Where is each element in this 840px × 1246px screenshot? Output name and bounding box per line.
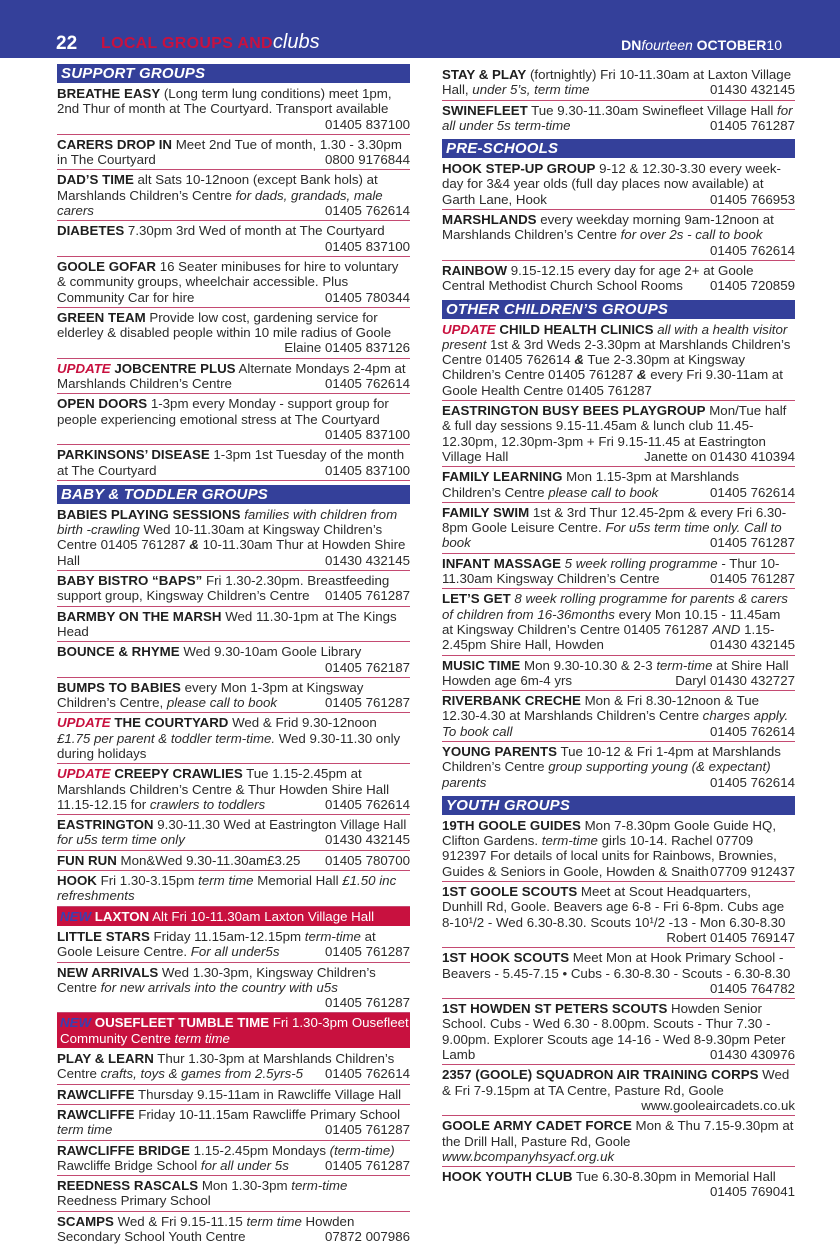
listing-entry: [57, 1049, 410, 1085]
listing-contact: 01405 780700: [324, 852, 410, 868]
listing-name: CARERS DROP IN: [57, 136, 173, 152]
listing-entry: [57, 445, 410, 481]
listing-entry: [57, 571, 410, 607]
section-heading: SUPPORT GROUPS: [57, 64, 410, 83]
listing-name: GOOLE GOFAR: [57, 258, 156, 274]
listing-text: (fortnightly) Fri 10-11.30am at Laxton Village Hall,: [442, 67, 792, 98]
listing-text: Wed 10-11.30am at Kingsway Children’s Centre 01405 761287: [57, 522, 383, 553]
listing-entry: [57, 170, 410, 221]
listing-contact: 01405 762614: [709, 723, 795, 739]
listing-name: RIVERBANK CRECHE: [442, 693, 581, 709]
listing-text: 7.30pm 3rd Wed of month at The Courtyard: [124, 223, 385, 239]
listing-entry: [57, 907, 410, 926]
listing-text: Meet Mon at Hook Primary School - Beavers - 5.45-7.15 • Cubs - 6.30-8.30 - Scouts - 6.30-8.30: [442, 950, 791, 981]
listing-entry: [442, 1065, 795, 1116]
listing-text: Mon/Tue half & full day sessions 9.15-11.45am & lunch club 11.45-12.30pm, 12.30pm-3pm + Fri 9.15-11.45 at Eastrington Village Hall: [442, 403, 787, 464]
listing-contact: 01405 762614: [709, 774, 795, 790]
update-tag: UPDATE: [57, 766, 111, 782]
listing-name: HOOK: [57, 873, 97, 889]
listing-text: Fri 1.30-3.15pm: [96, 873, 199, 889]
listing-text: Wed 9.30-10am Goole Library: [179, 644, 362, 660]
listing-contact: 01430 432145: [709, 82, 795, 98]
listing-text: Mon 1.30-3pm: [198, 1178, 292, 1194]
listing-name: SWINEFLEET: [442, 102, 528, 118]
update-tag: UPDATE: [57, 715, 111, 731]
listing-text: Tue 1.15-2.45pm at Marshlands Children’s Centre & Thur Howden Shire Hall 11.15-12.15 for: [57, 766, 390, 812]
listing-entry: [442, 503, 795, 554]
listing-entry: [442, 554, 795, 590]
listing-entry: [57, 505, 410, 571]
listing-note: for new arrivals into the country with u5s: [100, 979, 338, 995]
listing-entry: [57, 1141, 410, 1177]
right-column: [442, 65, 795, 1202]
listing-name: RAWCLIFFE BRIDGE: [57, 1142, 190, 1158]
listing-note: term-time: [656, 657, 713, 673]
new-tag: NEW: [60, 1015, 92, 1031]
listing-name: BREATHE EASY: [57, 86, 161, 101]
listing-note: 8 week rolling programme for parents & carers of children from 16-36months: [442, 591, 788, 622]
listing-entry: [57, 678, 410, 714]
listing-contact: 01405 764782: [709, 980, 795, 996]
listing-name: PARKINSONS’ DISEASE: [57, 447, 210, 463]
listing-entry: [57, 257, 410, 308]
listing-name: DAD’S TIME: [57, 172, 134, 188]
listing-entry: [442, 101, 795, 136]
listing-name: YOUNG PARENTS: [442, 743, 558, 759]
listing-name: THE COURTYARD: [110, 715, 229, 731]
listing-text: 1st & 3rd Thur 12.45-2pm & every Fri 6.30-8pm Goole Leisure Centre.: [442, 504, 787, 536]
listing-contact: Elaine 01405 837126: [284, 340, 410, 356]
listing-entry: [442, 1167, 795, 1202]
listing-name: RAWCLIFFE: [57, 1086, 135, 1102]
listing-contact: 01405 761287: [324, 1157, 410, 1173]
listing-name: LAXTON: [91, 908, 150, 924]
listing-note: term time: [246, 1213, 302, 1229]
listing-name: LITTLE STARS: [57, 928, 150, 944]
update-tag: UPDATE: [442, 321, 496, 337]
listing-text: - Thur 10-11.30am Kingsway Children’s Centre: [442, 555, 780, 587]
listing-contact: 01430 432145: [709, 637, 795, 653]
listing-name: 2357 (GOOLE) SQUADRON AIR TRAINING CORPS: [442, 1067, 759, 1083]
listing-name: FUN RUN: [57, 852, 117, 868]
listing-text: Wed & Frid 9.30-12noon: [228, 715, 377, 731]
listing-contact: 0800 9176844: [324, 152, 410, 168]
listing-contact: 01405 837100: [324, 238, 410, 254]
listing-contact: 01405 761287: [709, 535, 795, 551]
listing-text: Friday 11.15am-12.15pm: [149, 928, 305, 944]
section-title-main: LOCAL GROUPS AND: [101, 35, 273, 52]
listing-entry: [442, 999, 795, 1065]
listing-note: 5 week rolling programme: [560, 555, 718, 571]
listing-name: LET’S GET: [442, 591, 511, 607]
listing-text: Fri 1.30-2.30pm. Breastfeeding support group, Kingsway Children’s Centre: [57, 573, 390, 604]
listing-note: for all under 5s: [200, 1157, 289, 1173]
listing-note: term time: [198, 873, 254, 889]
listing-name: MUSIC TIME: [442, 657, 521, 673]
listing-text: Mon & Fri 8.30-12noon & Tue 12.30-4.30 at Marshlands Children’s Centre: [442, 693, 760, 724]
listing-note: charges apply. To book call: [442, 708, 789, 739]
issue-label: [621, 37, 782, 53]
listing-entry: [442, 948, 795, 999]
listing-note: families with children from birth -crawling: [57, 506, 398, 538]
listing-entry: [57, 642, 410, 678]
listing-contact: 01405 761287: [709, 571, 795, 587]
listing-name: EASTRINGTON BUSY BEES PLAYGROUP: [442, 403, 706, 419]
listing-entry: [442, 159, 795, 210]
listing-note: crafts, toys & games from 2.5yrs-5: [100, 1066, 304, 1082]
listing-name: HOOK YOUTH CLUB: [442, 1169, 573, 1185]
listing-name: JOBCENTRE PLUS: [110, 360, 236, 376]
listing-name: FAMILY LEARNING: [442, 469, 563, 485]
listing-entry: [57, 764, 410, 815]
listing-contact: 01405 761287: [324, 588, 410, 604]
listing-note: term time: [174, 1030, 230, 1046]
listing-contact: 01405 762614: [324, 203, 410, 219]
listing-text: Tue 9.30-11.30am Swinefleet Village Hall: [527, 102, 778, 118]
listing-note: For all under5s: [190, 944, 280, 960]
listing-name: RAINBOW: [442, 262, 507, 278]
listing-note: all with a health visitor present: [442, 321, 788, 352]
listing-name: BABIES PLAYING SESSIONS: [57, 506, 241, 522]
listing-text: Mon 1.15-3pm at Marshlands Children’s Centre: [442, 469, 740, 500]
listing-contact: 01405 837100: [324, 426, 410, 442]
listing-entry: [57, 84, 410, 135]
listing-text: 1-3pm every Monday - support group for people experiencing emotional stress at The Courtyard: [57, 396, 389, 427]
listing-contact: 01405 761287: [709, 117, 795, 133]
listing-contact: www.gooleaircadets.co.uk: [641, 1097, 795, 1113]
listing-entry: [57, 871, 410, 907]
listing-text: Friday 10-11.15am Rawcliffe Primary School: [134, 1106, 401, 1122]
listing-name: OUSEFLEET TUMBLE TIME: [91, 1015, 270, 1031]
listing-entry: [57, 1085, 410, 1105]
listing-text: Mon&Wed 9.30-11.30am£3.25: [116, 852, 301, 868]
listing-name: EASTRINGTON: [57, 817, 154, 833]
listing-entry: [442, 261, 795, 296]
listing-contact: 01405 761287: [324, 944, 410, 960]
listing-entry: [442, 742, 795, 792]
section-heading: PRE-SCHOOLS: [442, 139, 795, 158]
section-title-clubs: clubs: [272, 31, 320, 53]
listing-entry: [442, 210, 795, 261]
issue-month: OCTOBER: [696, 37, 767, 53]
listing-text: Memorial Hall: [253, 873, 343, 889]
listing-contact: 01405 762614: [324, 796, 410, 812]
listing-text: Mon & Thu 7.15-9.30pm at the Drill Hall, Pasture Rd, Goole: [442, 1118, 794, 1149]
listing-entry: [442, 656, 795, 692]
listing-contact: 01405 766953: [709, 191, 795, 207]
listing-note: For u5s term time only. Call to book: [442, 520, 782, 551]
listing-note: term-time: [304, 928, 361, 944]
listing-text: 1-3pm 1st Tuesday of the month at The Courtyard: [57, 447, 405, 478]
update-tag: UPDATE: [57, 360, 111, 376]
listing-contact: 01405 762614: [324, 376, 410, 392]
listing-text: Alternate Mondays 2-4pm at Marshlands Children’s Centre: [57, 360, 406, 392]
listing-text: Mon 7-8.30pm Goole Guide HQ, Clifton Gardens.: [442, 817, 777, 849]
listing-text: Tue 2-3.30pm at Kingsway Children’s Centre 01405 761287: [442, 352, 746, 383]
listing-text: Rawcliffe Bridge School: [57, 1157, 201, 1173]
listing-text: girls 10-14. Rachel 07709 912397 For details of local units for Rainbows, Brownies, Guides & Seniors in Goole, Howden & Snaith: [442, 833, 777, 879]
listing-entry: [57, 308, 410, 359]
listing-contact: 01430 430976: [709, 1047, 795, 1063]
issue-year: 10: [766, 37, 782, 53]
listing-note: for all under 5s term-time: [442, 102, 793, 133]
listing-contact: 01405 720859: [709, 278, 795, 294]
listing-contact: 01405 837100: [324, 462, 410, 478]
listing-note: £1.50 inc refreshments: [57, 873, 397, 904]
page-banner: [0, 0, 840, 58]
listing-entry: [57, 1105, 410, 1141]
section-heading: BABY & TODDLER GROUPS: [57, 485, 410, 504]
listing-name: 1ST HOOK SCOUTS: [442, 950, 570, 966]
listing-contact: 01430 432145: [324, 552, 410, 568]
listing-contact: Daryl 01430 432727: [675, 672, 795, 688]
listing-text: &: [574, 352, 584, 368]
listing-contact: 01405 761287: [324, 695, 410, 711]
listing-note: please call to book: [548, 484, 659, 500]
listing-note: term-time: [291, 1178, 348, 1194]
listing-name: NEW ARRIVALS: [57, 964, 159, 980]
listing-entry: [57, 927, 410, 963]
listing-text: Wed & Fri 9.15-11.15: [113, 1213, 247, 1229]
listing-name: 1ST HOWDEN ST PETERS SCOUTS: [442, 1001, 668, 1017]
listing-entry: [57, 1212, 410, 1246]
listing-contact: 01405 837100: [324, 116, 410, 132]
listing-entry: [442, 816, 795, 882]
issue-dn: DN: [621, 37, 642, 53]
listing-text: 1.15-2.45pm Mondays: [189, 1142, 330, 1158]
listing-entry: [57, 394, 410, 445]
listing-entry: [57, 221, 410, 257]
listing-note: (term-time): [329, 1142, 395, 1158]
listing-entry: [57, 713, 410, 764]
listing-text: every Mon 10.15 - 11.45am at Kingsway Children’s Centre 01405 761287: [442, 606, 781, 637]
listing-text: 9-12 & 12.30-3.30 every week-day for 3&4 year olds (full day places now available) at Garth Lane, Hook: [442, 161, 781, 207]
left-column: [57, 64, 410, 1246]
listing-contact: 07872 007986: [324, 1229, 410, 1244]
listing-name: GREEN TEAM: [57, 309, 146, 325]
page-number: 22: [56, 33, 78, 54]
listing-name: CREEPY CRAWLIES: [110, 766, 243, 782]
section-title: [101, 31, 320, 54]
listing-name: PLAY & LEARN: [57, 1051, 154, 1067]
listing-text: every Mon 1-3pm at Kingsway Children’s Centre,: [57, 679, 364, 711]
listing-entry: [442, 320, 795, 401]
listing-text: (Long term lung conditions) meet 1pm, 2nd Thur of month at The Courtyard. Transport available: [57, 86, 392, 117]
listing-text: Wed 1.30-3pm, Kingsway Children’s Centre: [57, 964, 376, 995]
listing-contact: 01405 762614: [324, 1066, 410, 1082]
listing-text: 1.15-2.45pm Shire Hall, Howden: [442, 621, 775, 653]
listing-entry: [442, 65, 795, 101]
listing-entry: [442, 467, 795, 503]
listing-name: FAMILY SWIM: [442, 504, 530, 520]
listing-text: Fri 1.30-3pm Ousefleet Community Centre: [60, 1015, 409, 1046]
listing-contact: 01405 762187: [324, 659, 410, 675]
listing-entry: [57, 359, 410, 395]
listing-note: for dads, grandads, male carers: [57, 187, 383, 219]
listing-text: Thur 1.30-3pm at Marshlands Children’s Centre: [57, 1051, 395, 1082]
issue-fourteen: fourteen: [641, 37, 693, 53]
listing-contact: Robert 01405 769147: [666, 929, 795, 945]
listing-contact: Janette on 01430 410394: [644, 448, 795, 464]
listing-note: group supporting young (& expectant) parents: [442, 759, 771, 790]
listing-text: Meet at Scout Headquarters, Dunhill Rd, Goole. Beavers age 6-8 - Fri 6-8pm. Cubs age 8-10¹/2 - Wed 6.30-8.30. Scouts 10¹/2 -13 - Mon 6.30-8.30: [442, 884, 786, 930]
listing-note: AND: [712, 621, 741, 637]
listing-text: at Shire Hall Howden age 6m-4 yrs: [442, 657, 789, 688]
listing-name: HOOK STEP-UP GROUP: [442, 161, 596, 177]
listing-entry: [442, 589, 795, 655]
listing-text: 9.30-11.30 Wed at Eastrington Village Hall: [153, 817, 407, 833]
listing-text: 10-11.30am Thur at Howden Shire Hall: [57, 537, 406, 568]
listing-text: Meet 2nd Tue of month, 1.30 - 3.30pm in The Courtyard: [57, 136, 402, 168]
listing-text: Wed 11.30-1pm at The Kings Head: [57, 608, 397, 639]
listing-text: alt Sats 10-12noon (except Bank hols) at Marshlands Children’s Centre: [57, 172, 378, 203]
listing-note: term-time: [541, 833, 598, 849]
listing-text: Howden Secondary School Youth Centre: [57, 1213, 355, 1244]
listing-text: at Goole Leisure Centre.: [57, 928, 376, 960]
listing-text: Provide low cost, gardening service for elderley & disabled people within 10 mile radius of Goole: [57, 309, 392, 341]
listing-entry: [57, 135, 410, 171]
listing-entry: [442, 691, 795, 742]
listing-entry: [442, 882, 795, 948]
listing-text: &: [189, 537, 199, 553]
listing-name: 1ST GOOLE SCOUTS: [442, 884, 578, 900]
listing-text: Wed & Fri 7-9.15pm at TA Centre, Pasture Rd, Goole: [442, 1067, 790, 1098]
listing-name: STAY & PLAY: [442, 67, 527, 82]
listing-contact: 01405 761287: [324, 995, 410, 1011]
listing-name: BARMBY ON THE MARSH: [57, 608, 222, 624]
listing-entry: [57, 815, 410, 851]
listing-contact: 01405 761287: [324, 1122, 410, 1138]
listing-entry: [57, 607, 410, 643]
listing-name: GOOLE ARMY CADET FORCE: [442, 1118, 632, 1134]
listing-note: please call to book: [166, 695, 278, 711]
new-tag: NEW: [60, 908, 92, 924]
section-heading: OTHER CHILDREN’S GROUPS: [442, 300, 795, 319]
listing-contact: 01405 762614: [709, 484, 795, 500]
listing-name: REEDNESS RASCALS: [57, 1178, 199, 1194]
listing-text: Mon 9.30-10.30 & 2-3: [520, 657, 657, 673]
listing-text: every weekday morning 9am-12noon at Marshlands Children’s Centre: [442, 212, 774, 243]
listing-name: BUMPS TO BABIES: [57, 679, 181, 695]
listing-entry: [57, 963, 410, 1014]
listing-note: crawlers to toddlers: [149, 796, 266, 812]
listing-name: RAWCLIFFE: [57, 1106, 135, 1122]
listing-contact: 07709 912437: [709, 863, 795, 879]
listing-contact: 01405 780344: [324, 289, 410, 305]
listing-text: 16 Seater minibuses for hire to voluntary & community groups, wheelchair accessible. Plus Community Car for hire: [57, 258, 399, 305]
listing-text: 1st & 3rd Weds 2-3.30pm at Marshlands Children’s Centre 01405 762614: [442, 336, 791, 368]
listing-note: under 5’s, term time: [472, 82, 590, 98]
listing-text: Howden Senior School. Cubs - Wed 6.30 - 8.00pm. Scouts - Thur 7.30 - 9.00pm. Explorer Scouts age 14-16 - Wed 8-9.30pm Peter Lamb: [442, 1001, 786, 1063]
listing-text: Tue 10-12 & Fri 1-4pm at Marshlands Children’s Centre: [442, 743, 781, 775]
listing-entry: [57, 1176, 410, 1212]
listing-text: Tue 6.30-8.30pm in Memorial Hall: [572, 1169, 776, 1185]
listing-name: SCAMPS: [57, 1213, 114, 1229]
listing-name: MARSHLANDS: [442, 212, 537, 228]
listing-text: &: [636, 367, 647, 383]
listing-note: www.bcompanyhsyacf.org.uk: [442, 1148, 615, 1164]
listing-entry: [57, 851, 410, 871]
listing-contact: 01430 432145: [324, 832, 410, 848]
listing-text: Reedness Primary School: [57, 1193, 211, 1209]
listing-note: for u5s term time only: [57, 832, 185, 848]
listing-entry: [442, 401, 795, 467]
listing-contact: 01405 762614: [709, 242, 795, 258]
listing-note: £1.75 per parent & toddler term-time.: [57, 730, 276, 746]
listing-name: CHILD HEALTH CLINICS: [495, 321, 654, 337]
listing-name: BABY BISTRO “BAPS”: [57, 573, 203, 589]
listing-text: Wed 9.30-11.30 only during holidays: [57, 730, 401, 761]
listing-text: Alt Fri 10-11.30am Laxton Village Hall: [149, 908, 375, 924]
listing-name: BOUNCE & RHYME: [57, 644, 180, 660]
listing-name: DIABETES: [57, 223, 125, 239]
listing-entry: [442, 1116, 795, 1167]
listing-text: Thursday 9.15-11am in Rawcliffe Village Hall: [134, 1086, 402, 1102]
listing-entry: [57, 1013, 410, 1048]
listing-name: INFANT MASSAGE: [442, 555, 561, 571]
listing-text: every Fri 9.30-11am at Goole Health Centre 01405 761287: [442, 367, 783, 398]
listing-note: for over 2s - call to book: [620, 227, 763, 243]
section-heading: YOUTH GROUPS: [442, 796, 795, 815]
listing-text: 9.15-12.15 every day for age 2+ at Goole Central Methodist Church School Rooms: [442, 262, 754, 294]
listing-name: OPEN DOORS: [57, 396, 148, 412]
listing-contact: 01405 769041: [709, 1184, 795, 1200]
listing-note: term time: [57, 1122, 113, 1138]
listing-name: 19TH GOOLE GUIDES: [442, 817, 581, 833]
